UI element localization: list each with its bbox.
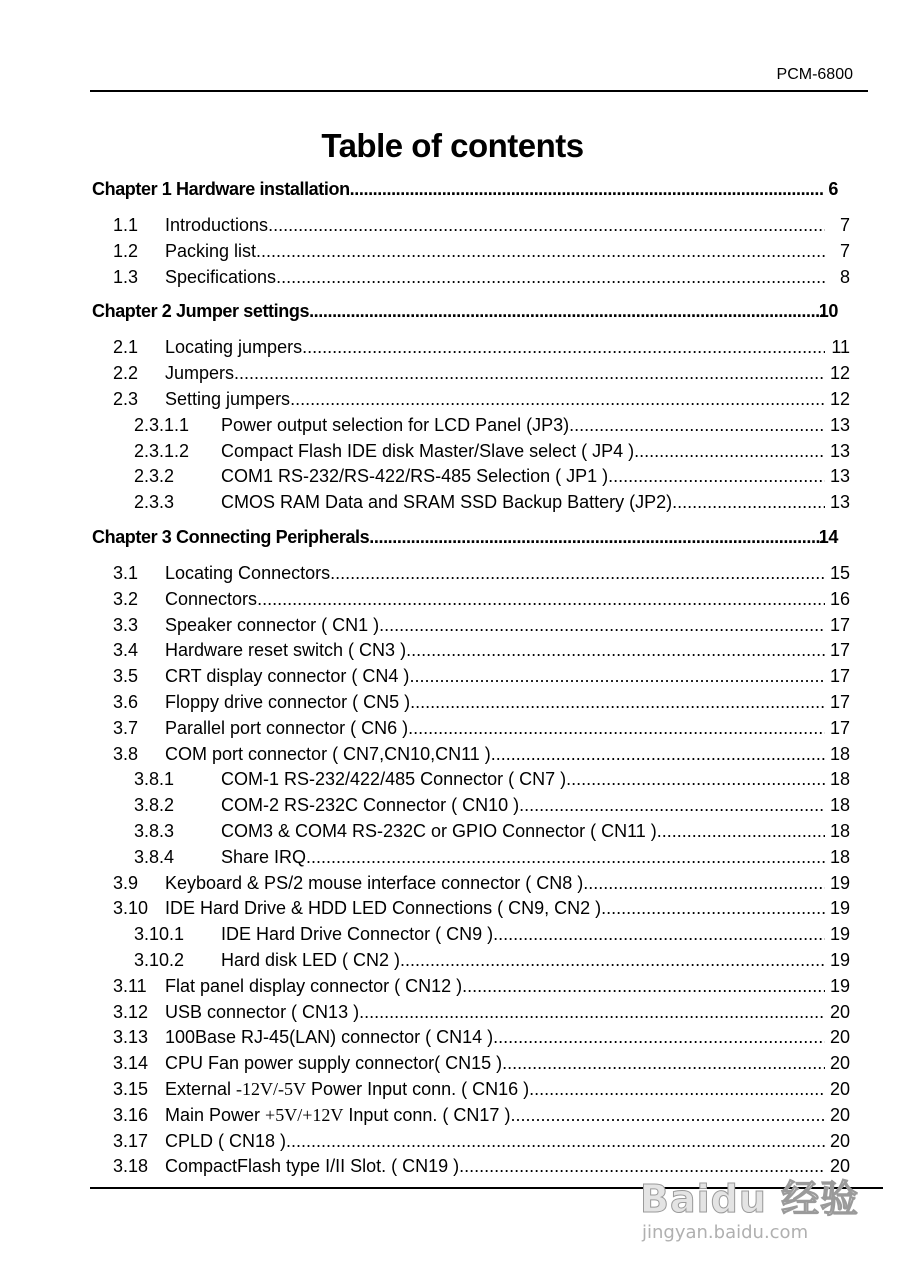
toc-entry-label: COM port connector ( CN7,CN10,CN11 ) — [165, 743, 491, 764]
toc-entry[interactable] — [0, 664, 905, 688]
watermark-url: jingyan.baidu.com — [642, 1222, 809, 1243]
toc-entry[interactable] — [0, 974, 905, 998]
toc-entry-label: Share IRQ — [221, 846, 307, 867]
toc-entry-number: 3.8 — [113, 743, 139, 764]
toc-page-number: 8 — [839, 266, 850, 287]
toc-entry-number: 3.8.1 — [134, 769, 175, 790]
dot-leader — [257, 587, 825, 611]
toc-chapter-entry[interactable] — [0, 525, 905, 549]
toc-entry-number: 2.2 — [113, 363, 139, 384]
toc-entry-number: 2.3.3 — [134, 492, 175, 513]
toc-entry-number: 3.11 — [113, 975, 147, 996]
toc-entry-label: Chapter 1 Hardware installation — [92, 179, 350, 199]
toc-entry-leader — [221, 464, 825, 488]
toc-entry-leader — [165, 1051, 825, 1075]
toc-page-number: 20 — [829, 1156, 850, 1177]
toc-entry-leader — [92, 177, 823, 201]
toc-entry-label: COM-1 RS-232/422/485 Connector ( CN7 ) — [221, 769, 567, 790]
dot-leader — [306, 845, 825, 869]
toc-page-number: 6 — [828, 179, 838, 199]
toc-entry-number: 3.9 — [113, 872, 139, 893]
dot-leader — [302, 335, 825, 359]
toc-page-number: 13 — [829, 414, 850, 435]
toc-entry-label: Packing list — [165, 240, 257, 261]
toc-page-number: 20 — [829, 1053, 850, 1074]
toc-entry[interactable] — [0, 1051, 905, 1075]
dot-leader — [502, 1051, 825, 1075]
toc-entry-label: Floppy drive connector ( CN5 ) — [165, 692, 411, 712]
toc-entry-number: 3.3 — [113, 614, 139, 635]
toc-entry-number: 2.3.2 — [134, 466, 175, 487]
toc-page-number: 19 — [829, 898, 850, 919]
dot-leader — [309, 299, 823, 323]
header-rule — [90, 90, 868, 92]
toc-entry-label: Flat panel display connector ( CN12 ) — [165, 975, 463, 996]
toc-entry[interactable] — [0, 464, 905, 488]
dot-leader — [410, 690, 825, 714]
toc-entry-leader — [165, 1154, 825, 1178]
toc-entry-label: Parallel port connector ( CN6 ) — [165, 717, 409, 738]
toc-entry-number: 1.2 — [113, 240, 139, 261]
toc-entry[interactable] — [0, 767, 905, 791]
toc-entry[interactable] — [0, 793, 905, 817]
toc-entry-number: 2.3.1.2 — [134, 440, 190, 461]
toc-page-number: 18 — [829, 743, 850, 764]
toc-entry-label: COM3 & COM4 RS-232C or GPIO Connector ( CN11 ) — [221, 821, 657, 841]
toc-entry-number: 1.3 — [113, 266, 139, 287]
toc-entry[interactable] — [0, 638, 905, 662]
toc-entry-leader — [165, 587, 825, 611]
toc-entry-leader — [92, 525, 823, 549]
toc-entry[interactable] — [0, 948, 905, 972]
toc-entry-number: 3.7 — [113, 717, 139, 738]
dot-leader — [408, 716, 825, 740]
toc-entry-label: COM1 RS-232/RS-422/RS-485 Selection ( JP1 ) — [221, 466, 609, 487]
toc-entry[interactable] — [0, 871, 905, 895]
toc-page-number: 15 — [829, 563, 850, 583]
dot-leader — [493, 922, 825, 946]
toc-entry-leader — [221, 948, 825, 972]
toc-entry[interactable] — [0, 716, 905, 740]
toc-entry[interactable] — [0, 213, 905, 237]
toc-entry-leader — [165, 613, 825, 637]
toc-entry-number: 3.4 — [113, 640, 139, 661]
toc-entry[interactable] — [0, 335, 905, 359]
toc-entry-leader — [92, 299, 823, 323]
toc-entry[interactable] — [0, 439, 905, 463]
toc-entry-number: 3.15 — [113, 1079, 149, 1099]
toc-entry[interactable] — [0, 1000, 905, 1024]
toc-entry-leader — [165, 1103, 825, 1127]
toc-entry-leader — [221, 767, 825, 791]
toc-entry[interactable] — [0, 490, 905, 514]
toc-entry-leader — [221, 490, 825, 514]
toc-entry-label: Hard disk LED ( CN2 ) — [221, 950, 401, 970]
dot-leader — [256, 239, 825, 263]
toc-entry-number: 3.8.2 — [134, 795, 175, 816]
toc-entry-leader — [165, 974, 825, 998]
toc-page-number: 13 — [829, 492, 850, 513]
toc-entry-leader — [221, 439, 825, 463]
toc-entry-leader — [165, 335, 825, 359]
toc-entry-leader — [165, 265, 825, 289]
toc-entry[interactable] — [0, 561, 905, 585]
toc-entry-number: 3.10 — [113, 898, 149, 919]
toc-entry-number: 3.2 — [113, 588, 139, 609]
toc-entry-number: 2.1 — [113, 337, 139, 358]
toc-page-number: 20 — [829, 1130, 850, 1151]
dot-leader — [566, 767, 825, 791]
toc-entry[interactable] — [0, 265, 905, 289]
document-model-header: PCM-6800 — [776, 66, 853, 83]
dot-leader — [519, 793, 825, 817]
toc-entry-label: IDE Hard Drive & HDD LED Connections ( CN9, CN2 ) — [165, 898, 602, 919]
toc-page-number: 12 — [829, 363, 850, 384]
dot-leader — [234, 361, 825, 385]
toc-page-number: 13 — [829, 440, 850, 461]
toc-entry[interactable] — [0, 922, 905, 946]
toc-entry-label: Introductions — [165, 215, 269, 235]
toc-entry[interactable] — [0, 613, 905, 637]
toc-page-number: 17 — [829, 717, 850, 738]
toc-entry-leader — [165, 871, 825, 895]
toc-entry[interactable] — [0, 1129, 905, 1153]
toc-page-number: 17 — [829, 614, 850, 635]
dot-leader — [379, 613, 825, 637]
toc-entry-leader — [165, 387, 825, 411]
toc-entry-number: 3.18 — [113, 1156, 149, 1177]
toc-entry-leader — [221, 413, 825, 437]
dot-leader — [406, 638, 825, 662]
toc-entry-label: Locating Connectors — [165, 563, 331, 583]
toc-chapter-entry[interactable] — [0, 177, 905, 201]
toc-page-number: 12 — [829, 389, 850, 409]
toc-entry-leader — [165, 690, 825, 714]
toc-entry-label: CPU Fan power supply connector( CN15 ) — [165, 1053, 503, 1074]
toc-entry-leader — [165, 213, 825, 237]
toc-entry-leader — [165, 1000, 825, 1024]
dot-leader — [491, 742, 825, 766]
toc-entry-leader — [165, 664, 825, 688]
dot-leader — [369, 525, 823, 549]
toc-entry[interactable] — [0, 1077, 905, 1101]
toc-entry-number: 3.10.1 — [134, 924, 185, 945]
toc-entry-label: 100Base RJ-45(LAN) connector ( CN14 ) — [165, 1027, 494, 1048]
toc-entry-label: Hardware reset switch ( CN3 ) — [165, 640, 407, 661]
toc-entry-leader — [221, 845, 825, 869]
dot-leader — [409, 664, 825, 688]
toc-page-number: 7 — [839, 240, 850, 261]
toc-page-number: 20 — [829, 1001, 850, 1022]
toc-entry-leader — [165, 716, 825, 740]
dot-leader — [601, 896, 825, 920]
toc-page-number: 19 — [829, 975, 850, 996]
dot-leader — [359, 1000, 825, 1024]
toc-entry-number: 2.3.1.1 — [134, 414, 190, 435]
toc-entry[interactable] — [0, 587, 905, 611]
toc-entry-label: Jumpers — [165, 363, 235, 384]
toc-entry-label: Power output selection for LCD Panel (JP3) — [221, 414, 570, 435]
dot-leader — [608, 464, 825, 488]
toc-entry-number: 3.17 — [113, 1130, 149, 1151]
toc-entry-leader — [165, 1077, 825, 1101]
page-title: Table of contents — [321, 127, 584, 164]
toc-page-number: 11 — [831, 337, 850, 358]
toc-page-number: 13 — [829, 466, 850, 487]
toc-entry-label: Keyboard & PS/2 mouse interface connector ( CN8 ) — [165, 872, 584, 893]
toc-entry[interactable] — [0, 742, 905, 766]
dot-leader — [290, 387, 825, 411]
toc-entry[interactable] — [0, 387, 905, 411]
toc-entry[interactable] — [0, 845, 905, 869]
toc-entry-leader — [221, 819, 825, 843]
toc-entry-number: 3.10.2 — [134, 950, 185, 970]
toc-entry-number: 3.8.4 — [134, 846, 175, 867]
toc-entry-leader — [165, 1025, 825, 1049]
toc-entry-leader — [165, 638, 825, 662]
toc-entry-label: Main Power +5V/+12V Input conn. ( CN17 ) — [165, 1104, 511, 1125]
toc-entry-leader — [165, 1129, 825, 1153]
toc-entry-leader — [221, 922, 825, 946]
toc-entry-number: 3.5 — [113, 666, 139, 687]
dot-leader — [510, 1103, 825, 1127]
toc-entry-label: Speaker connector ( CN1 ) — [165, 614, 380, 635]
toc-entry-number: 3.13 — [113, 1027, 149, 1048]
dot-leader — [459, 1154, 825, 1178]
toc-entry[interactable] — [0, 1103, 905, 1127]
toc-entry-label: USB connector ( CN13 ) — [165, 1001, 360, 1022]
toc-entry-label: Locating jumpers — [165, 337, 303, 358]
dot-leader — [657, 819, 825, 843]
dot-leader — [286, 1129, 825, 1153]
toc-entry-number: 3.6 — [113, 692, 139, 712]
toc-entry-leader — [165, 742, 825, 766]
toc-entry-number: 3.16 — [113, 1104, 149, 1125]
toc-entry-label: Specifications — [165, 266, 277, 287]
toc-entry-number: 3.8.3 — [134, 821, 175, 841]
toc-page-number: 14 — [818, 527, 838, 547]
toc-entry-label: Setting jumpers — [165, 389, 291, 409]
toc-entry[interactable] — [0, 690, 905, 714]
toc-entry[interactable] — [0, 819, 905, 843]
toc-entry-number: 3.14 — [113, 1053, 149, 1074]
toc-entry-number: 2.3 — [113, 389, 139, 409]
toc-entry-label: Chapter 2 Jumper settings — [92, 301, 310, 322]
dot-leader — [350, 177, 823, 201]
toc-entry[interactable] — [0, 896, 905, 920]
toc-entry-label: Compact Flash IDE disk Master/Slave select ( JP4 ) — [221, 440, 635, 461]
toc-entry[interactable] — [0, 239, 905, 263]
toc-entry[interactable] — [0, 361, 905, 385]
toc-page-number: 18 — [829, 846, 850, 867]
dot-leader — [400, 948, 825, 972]
toc-entry-label: CMOS RAM Data and SRAM SSD Backup Battery (JP2) — [221, 492, 673, 513]
dot-leader — [330, 561, 825, 585]
toc-page-number: 18 — [829, 769, 850, 790]
toc-chapter-entry[interactable] — [0, 299, 905, 323]
toc-page-number: 18 — [829, 795, 850, 816]
toc-entry-label: CompactFlash type I/II Slot. ( CN19 ) — [165, 1156, 460, 1177]
toc-entry-leader — [165, 361, 825, 385]
toc-entry-label: Connectors — [165, 588, 258, 609]
toc-page-number: 18 — [829, 821, 850, 841]
toc-entry-label: Chapter 3 Connecting Peripherals — [92, 527, 370, 547]
toc-page-number: 19 — [829, 872, 850, 893]
toc-entry-leader — [165, 239, 825, 263]
dot-leader — [529, 1077, 825, 1101]
toc-entry[interactable] — [0, 413, 905, 437]
toc-page-number: 19 — [829, 950, 850, 970]
toc-page-number: 16 — [829, 588, 850, 609]
dot-leader — [672, 490, 825, 514]
dot-leader — [634, 439, 825, 463]
toc-page-number: 20 — [829, 1027, 850, 1048]
toc-entry[interactable] — [0, 1154, 905, 1178]
toc-entry-label: IDE Hard Drive Connector ( CN9 ) — [221, 924, 494, 945]
toc-page-number: 10 — [818, 301, 838, 322]
toc-entry-number: 3.1 — [113, 563, 139, 583]
footer-rule — [90, 1187, 883, 1189]
toc-entry-leader — [221, 793, 825, 817]
toc-entry-number: 1.1 — [113, 215, 139, 235]
toc-entry-number: 3.12 — [113, 1001, 149, 1022]
dot-leader — [268, 213, 825, 237]
toc-page-number: 20 — [829, 1104, 850, 1125]
dot-leader — [583, 871, 825, 895]
toc-page-number: 17 — [829, 666, 850, 687]
dot-leader — [493, 1025, 825, 1049]
toc-entry-label: External -12V/-5V Power Input conn. ( CN16 ) — [165, 1079, 530, 1099]
toc-entry-label: CRT display connector ( CN4 ) — [165, 666, 410, 687]
toc-page-number: 17 — [829, 640, 850, 661]
watermark-logo: Baidu 经验 — [640, 1177, 860, 1221]
toc-page-number: 19 — [829, 924, 850, 945]
toc-page-number: 20 — [829, 1079, 850, 1099]
toc-page-number: 7 — [839, 215, 850, 235]
toc-page-number: 17 — [829, 692, 850, 712]
dot-leader — [462, 974, 825, 998]
toc-entry-leader — [165, 896, 825, 920]
toc-entry-label: COM-2 RS-232C Connector ( CN10 ) — [221, 795, 520, 816]
dot-leader — [276, 265, 825, 289]
toc-entry[interactable] — [0, 1025, 905, 1049]
dot-leader — [569, 413, 825, 437]
toc-entry-label: CPLD ( CN18 ) — [165, 1130, 287, 1151]
toc-entry-leader — [165, 561, 825, 585]
